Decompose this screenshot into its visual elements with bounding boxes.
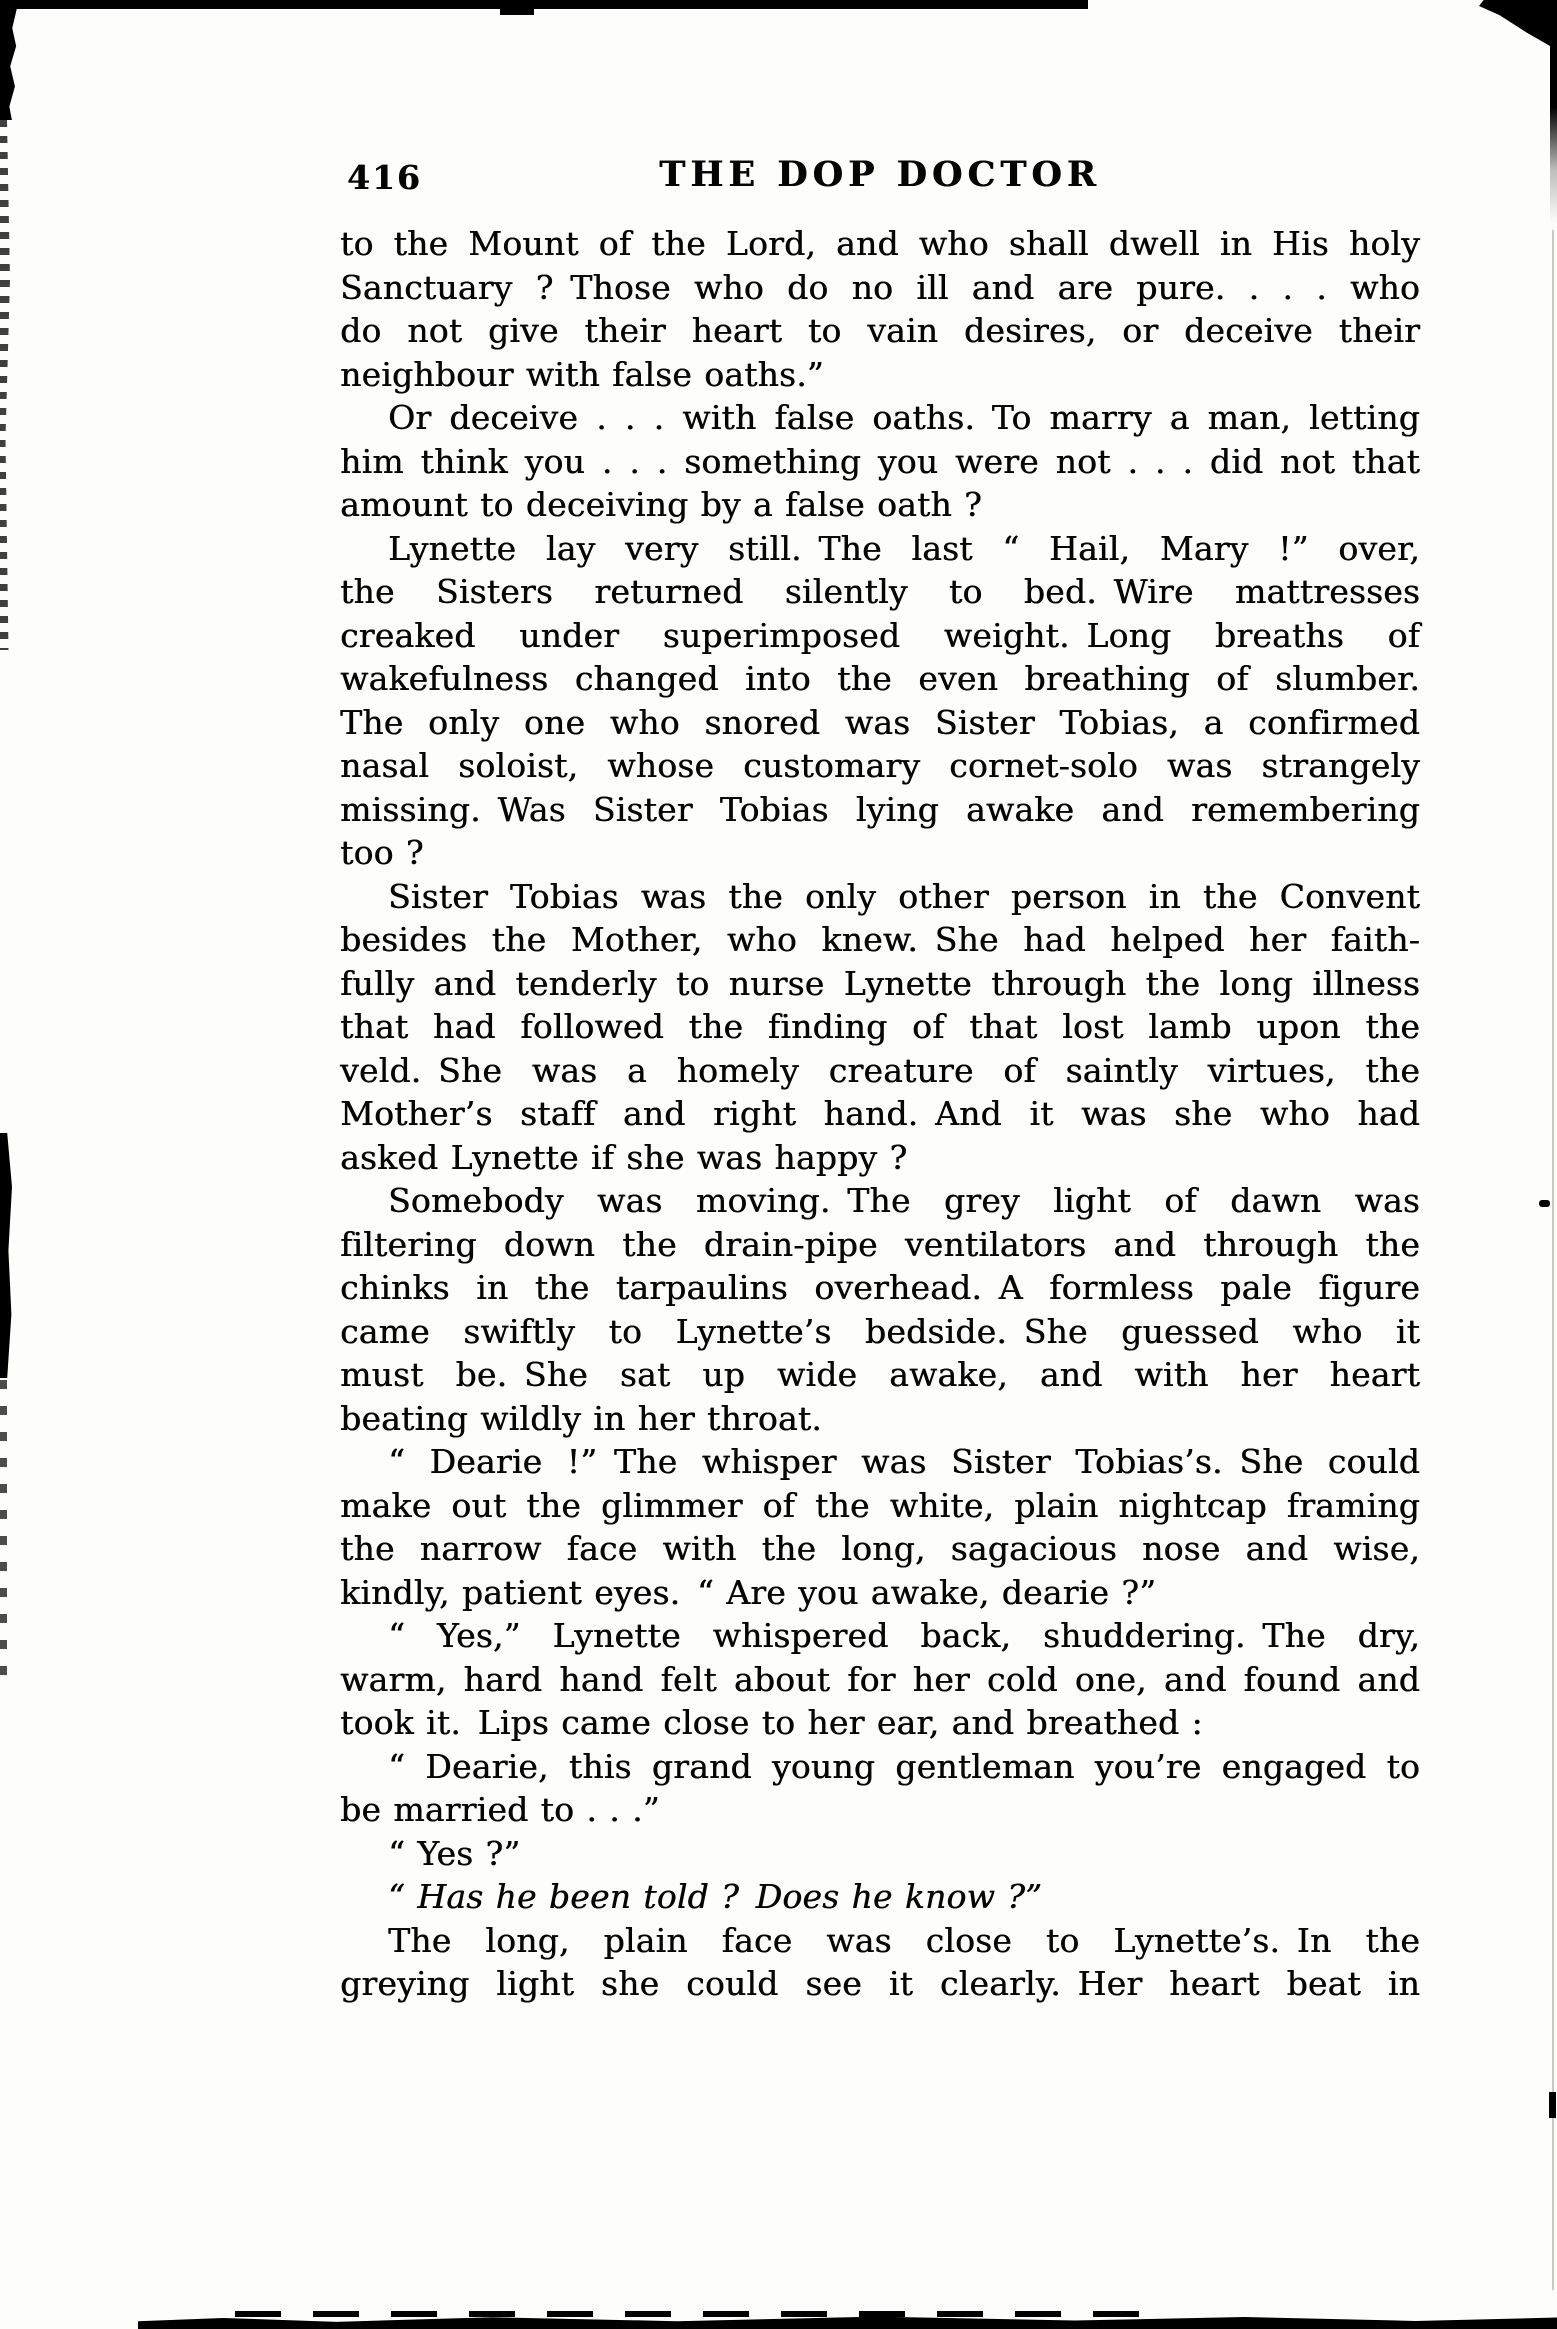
scan-artifact-bottom-dashes — [235, 2311, 1165, 2317]
text-line: make out the glimmer of the white, plain nightcap framing — [340, 1485, 1420, 1525]
scan-artifact-bottom-bar — [138, 2316, 1557, 2329]
scan-artifact-left-strip — [0, 8, 17, 120]
text-line: the Sisters returned silently to bed. Wire mattresses — [340, 572, 1420, 611]
text-line: “ Yes ?” — [388, 1833, 521, 1873]
text-line: Somebody was moving. The grey light of dawn was — [388, 1181, 1420, 1220]
text-line: came swiftly to Lynette’s bedside. She guessed who it — [340, 1311, 1420, 1351]
scan-artifact-left-bar — [0, 1133, 12, 1378]
text-line: warm, hard hand felt about for her cold one, and found and — [340, 1659, 1420, 1699]
page-number: 416 — [347, 158, 422, 197]
text-line: veld. She was a homely creature of saintly virtues, the — [340, 1050, 1420, 1090]
scan-artifact-page-edge-line — [1552, 230, 1554, 2290]
text-line: beating wildly in her throat. — [340, 1398, 822, 1438]
text-line: asked Lynette if she was happy ? — [340, 1137, 908, 1177]
scan-artifact-corner-blob — [1479, 0, 1557, 50]
text-line: too ? — [340, 833, 424, 872]
text-line: “ Dearie, this grand young gentleman you’re engaged to — [388, 1746, 1420, 1786]
text-line: amount to deceiving by a false oath ? — [340, 485, 982, 524]
text-line: The only one who snored was Sister Tobias, a confirmed — [340, 702, 1420, 742]
scan-artifact-right-dash — [1549, 2092, 1556, 2118]
scan-artifact-left-speckle-low — [0, 1380, 7, 1680]
text-line: took it. Lips came close to her ear, and breathed : — [340, 1703, 1203, 1742]
text-line: creaked under superimposed weight. Long breaths of — [340, 615, 1420, 655]
text-line: him think you . . . something you were not . . . did not that — [340, 441, 1420, 481]
text-line: The long, plain face was close to Lynette’s. In the — [388, 1920, 1420, 1960]
text-line: be married to . . .” — [340, 1790, 660, 1829]
text-line: kindly, patient eyes. “ Are you awake, dearie ?” — [340, 1572, 1157, 1612]
page-title: THE DOP DOCTOR — [659, 154, 1101, 195]
text-line: Sanctuary ? Those who do no ill and are pure. . . . who — [340, 267, 1420, 307]
text-line: the narrow face with the long, sagacious nose and wise, — [340, 1529, 1420, 1568]
text-line: must be. She sat up wide awake, and with her heart — [340, 1355, 1420, 1394]
text-line: “ Yes,” Lynette whispered back, shuddering. The dry, — [388, 1616, 1420, 1655]
scan-artifact-right-streak — [1550, 44, 1557, 224]
text-line: chinks in the tarpaulins overhead. A formless pale figure — [340, 1268, 1420, 1307]
text-line: neighbour with false oaths.” — [340, 354, 824, 394]
scan-artifact-right-dot — [1539, 1200, 1550, 1207]
text-line: wakefulness changed into the even breathing of slumber. — [340, 659, 1420, 698]
scan-artifact-left-speckle — [0, 120, 10, 650]
text-line: nasal soloist, whose customary cornet-solo was strangely — [340, 746, 1420, 785]
scan-artifact-top-nub — [500, 9, 534, 15]
text-line: to the Mount of the Lord, and who shall dwell in His holy — [340, 224, 1420, 263]
text-line: “ Has he been told ? Does he know ?” — [388, 1877, 1043, 1916]
text-line: that had followed the finding of that lost lamb upon the — [340, 1007, 1420, 1046]
text-line: besides the Mother, who knew. She had helped her faith- — [340, 920, 1420, 959]
text-block — [340, 222, 1420, 2006]
text-line: missing. Was Sister Tobias lying awake and remembering — [340, 789, 1420, 829]
text-line: Or deceive . . . with false oaths. To marry a man, letting — [388, 398, 1420, 437]
scan-artifact-top-bar — [0, 0, 1088, 9]
text-line: fully and tenderly to nurse Lynette through the long illness — [340, 963, 1420, 1003]
text-line: greying light she could see it clearly. Her heart beat in — [340, 1964, 1420, 2003]
text-line: “ Dearie !” The whisper was Sister Tobias’s. She could — [388, 1442, 1420, 1481]
text-line: filtering down the drain-pipe ventilators and through the — [340, 1224, 1420, 1264]
text-line: Lynette lay very still. The last “ Hail, Mary !” over, — [388, 528, 1420, 568]
text-line: Sister Tobias was the only other person in the Convent — [388, 876, 1420, 916]
text-line: Mother’s staff and right hand. And it was she who had — [340, 1094, 1420, 1133]
text-line: do not give their heart to vain desires, or deceive their — [340, 311, 1420, 350]
